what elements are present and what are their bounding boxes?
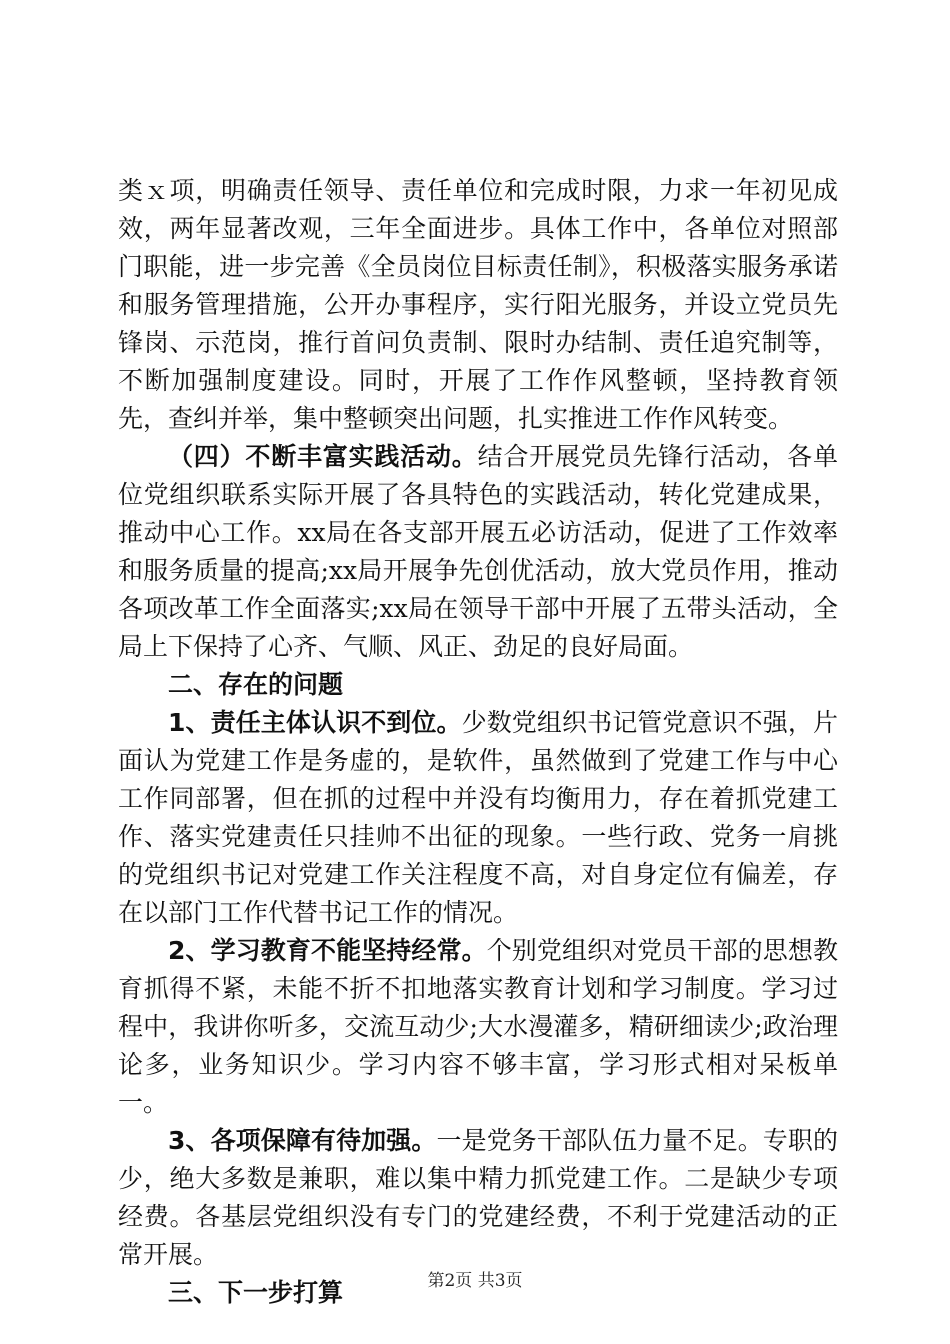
paragraph-problem-1 bbox=[118, 704, 838, 932]
problem-3-lead: 3、各项保障有待加强。 bbox=[168, 1126, 437, 1155]
problem-3-body: 一是党务干部队伍力量不足。专职的少，绝大多数是兼职，难以集中精力抓党建工作。二是缺少专项经费。各基层党组织没有专门的党建经费，不利于党建活动的正常开展。 bbox=[118, 1126, 838, 1269]
problem-2-body: 个别党组织对党员干部的思想教育抓得不紧，未能不折不扣地落实教育计划和学习制度。学习过程中，我讲你听多，交流互动少;大水漫灌多，精研细读少;政治理论多，业务知识少。学习内容不够丰富，学习形式相对呆板单一。 bbox=[118, 936, 838, 1117]
section-4-body: 结合开展党员先锋行活动，各单位党组织联系实际开展了各具特色的实践活动，转化党建成果，推动中心工作。xx局在各支部开展五必访活动，促进了工作效率和服务质量的提高;xx局开展争先创优活动，放大党员作用，推动各项改革工作全面落实;xx局在领导干部中开展了五带头活动，全局上下保持了心齐、气顺、风正、劲足的良好局面。 bbox=[118, 442, 838, 661]
paragraph-section-4 bbox=[118, 438, 838, 666]
problem-1-lead: 1、责任主体认识不到位。 bbox=[168, 708, 462, 737]
heading-next-steps: 三、下一步打算 bbox=[168, 1278, 344, 1307]
paragraph-problem-3 bbox=[118, 1122, 838, 1274]
section-4-lead: （四）不断丰富实践活动。 bbox=[168, 442, 478, 471]
document-body bbox=[118, 172, 838, 1312]
paragraph-continuation: 类ｘ项，明确责任领导、责任单位和完成时限，力求一年初见成效，两年显著改观，三年全面进步。具体工作中，各单位对照部门职能，进一步完善《全员岗位目标责任制》，积极落实服务承诺和服务管理措施，公开办事程序，实行阳光服务，并设立党员先锋岗、示范岗，推行首问负责制、限时办结制、责任追究制等，不断加强制度建设。同时，开展了工作作风整顿，坚持教育领先，查纠并举，集中整顿突出问题，扎实推进工作作风转变。 bbox=[118, 176, 838, 433]
problem-1-body: 少数党组织书记管党意识不强，片面认为党建工作是务虚的，是软件，虽然做到了党建工作与中心工作同部署，但在抓的过程中并没有均衡用力，存在着抓党建工作、落实党建责任只挂帅不出征的现象。一些行政、党务一肩挑的党组织书记对党建工作关注程度不高，对自身定位有偏差，存在以部门工作代替书记工作的情况。 bbox=[118, 708, 838, 927]
heading-existing-problems: 二、存在的问题 bbox=[168, 670, 344, 699]
paragraph-problem-2 bbox=[118, 932, 838, 1122]
page-footer: 第2页 共3页 bbox=[427, 1271, 523, 1291]
problem-2-lead: 2、学习教育不能坚持经常。 bbox=[168, 936, 487, 965]
